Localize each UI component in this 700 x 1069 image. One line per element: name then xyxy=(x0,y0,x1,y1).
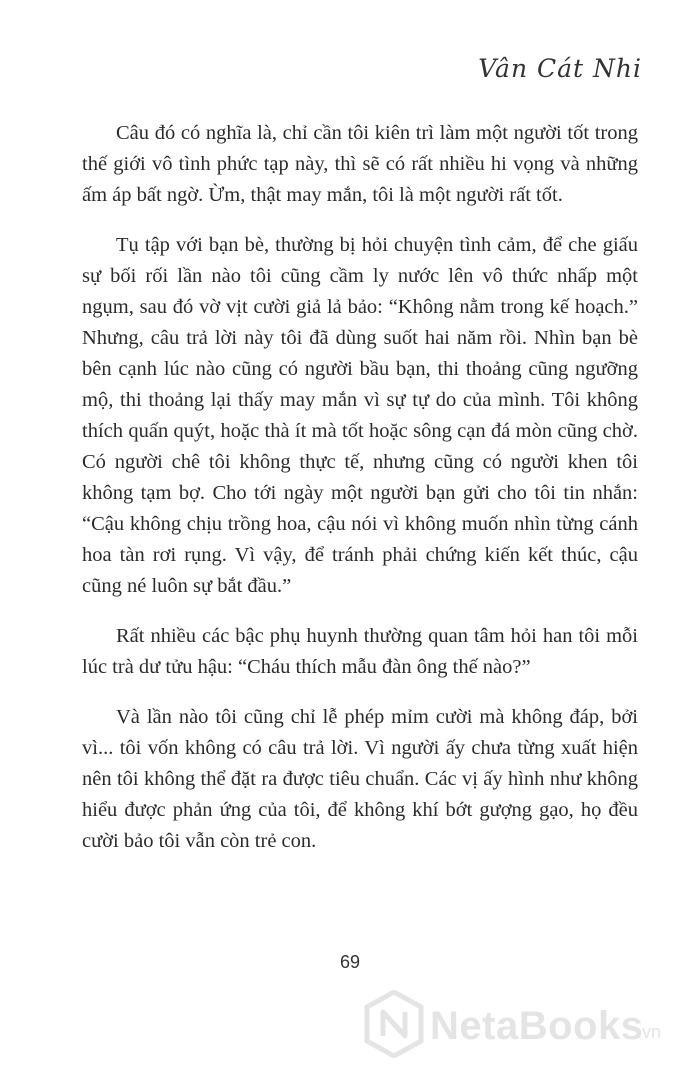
page-number: 69 xyxy=(339,952,361,972)
paragraph-3: Rất nhiều các bậc phụ huynh thường quan tâm hỏi han tôi mỗi lúc trà dư tửu hậu: “Cháu thích mẫu đàn ông thế nào?” xyxy=(82,625,638,678)
watermark-brand: NetaBooks xyxy=(430,1004,644,1048)
netabooks-logo-icon xyxy=(364,990,424,1058)
watermark xyxy=(362,988,692,1060)
paragraph-2: Tụ tập với bạn bè, thường bị hỏi chuyện tình cảm, để che giấu sự bối rối lần nào tôi cũng cầm ly nước lên vô thức nhấp một ngụm, sau đó vờ vịt cười giả lả bảo: “Không nằm trong kế hoạch.” Nhưng, câu trả lời này tôi đã dùng suốt hai năm rồi. Nhìn bạn bè bên cạnh lúc nào cũng có người bầu bạn, thi thoảng cũng ngưỡng mộ, thi thoảng lại thấy may mắn vì sự tự do của mình. Tôi không thích quấn quýt, hoặc thà ít mà tốt hoặc sông cạn đá mòn cũng chờ. Có người chê tôi không thực tế, nhưng cũng có người khen tôi không tạm bợ. Cho tới ngày một người bạn gửi cho tôi tin nhắn: “Cậu không chịu trồng hoa, cậu nói vì không muốn nhìn từng cánh hoa tàn rơi rụng. Vì vậy, để tránh phải chứng kiến kết thúc, cậu cũng né luôn sự bắt đầu.” xyxy=(82,234,638,597)
body-text xyxy=(82,118,638,876)
paragraph-4: Và lần nào tôi cũng chỉ lễ phép mỉm cười mà không đáp, bởi vì... tôi vốn không có câu trả lời. Vì người ấy chưa từng xuất hiện nên tôi không thể đặt ra được tiêu chuẩn. Các vị ấy hình như không hiểu được phản ứng của tôi, để không khí bớt gượng gạo, họ đều cười bảo tôi vẫn còn trẻ con. xyxy=(82,706,638,852)
paragraph-1: Câu đó có nghĩa là, chỉ cần tôi kiên trì làm một người tốt trong thế giới vô tình phức tạp này, thì sẽ có rất nhiều hi vọng và những ấm áp bất ngờ. Ừm, thật may mắn, tôi là một người rất tốt. xyxy=(82,122,638,206)
running-header-author: Vân Cát Nhi xyxy=(478,54,642,83)
watermark-suffix: .vn xyxy=(637,1022,662,1042)
